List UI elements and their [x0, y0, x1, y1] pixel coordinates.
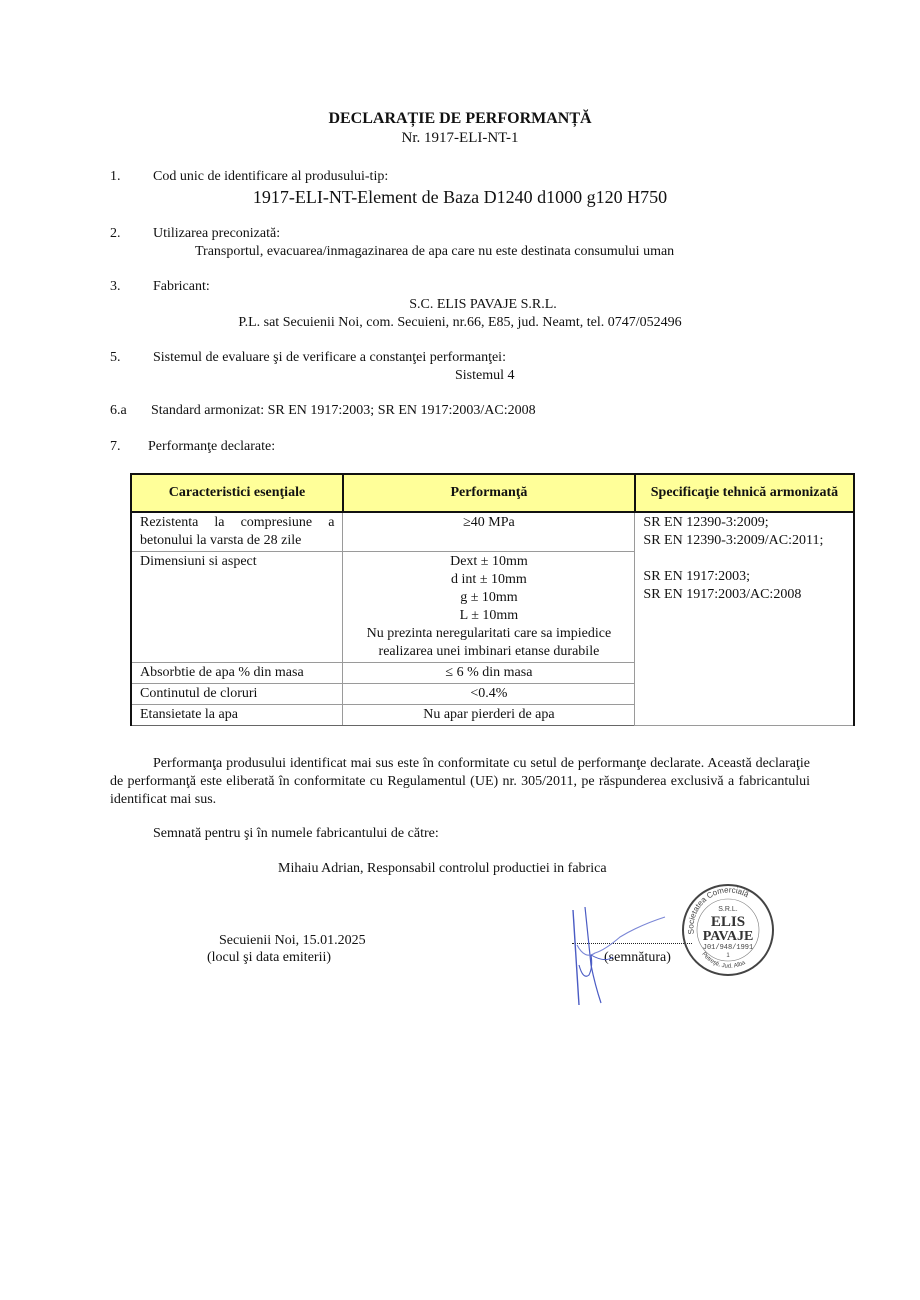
intended-use: Transportul, evacuarea/inmagazinarea de apa care nu este destinata consumului uman — [195, 244, 675, 259]
performance-cell — [343, 512, 635, 552]
stamp-registration: J01/948/1991 — [702, 944, 754, 952]
section-5-number: 5. — [110, 350, 121, 365]
stamp-arc-text: Societatea Comercială — [686, 885, 751, 935]
stamp-index: 1 — [726, 953, 730, 959]
performance-value: ≥40 MPa — [463, 515, 515, 530]
signature-label: (semnătura) — [604, 950, 671, 965]
table-header-row — [131, 474, 854, 512]
section-3-label: Fabricant: — [153, 279, 210, 294]
performance-value: g ± 10mm — [460, 590, 518, 605]
specification-line: SR EN 1917:2003/AC:2008 — [643, 587, 802, 602]
column-header-specification: Specificaţie tehnică armonizată — [635, 474, 854, 512]
performance-cell: Nu apar pierderi de apa — [343, 705, 635, 726]
performance-cell: ≤ 6 % din masa — [343, 663, 635, 684]
stamp-bottom-text: Petreşti, Jud. Alba — [700, 951, 747, 970]
section-1-label: Cod unic de identificare al produsului-tip: — [153, 169, 389, 184]
conformity-text: Performanţa produsului identificat mai sus este în conformitate cu setul de performanţe declarate. Această declaraţie de performanţă este eliberată în conformitate cu Regulamentul (UE) nr. 305/2011, pe răspunderea exclusivă a fabricantului identificat mai sus. — [110, 756, 810, 807]
specification-line: SR EN 12390-3:2009; — [643, 515, 769, 530]
characteristic-cell: Rezistenta la compresiune a betonului la varsta de 28 zile — [131, 512, 343, 552]
conformity-paragraph — [110, 755, 810, 809]
section-7-label: Performanţe declarate: — [148, 439, 276, 454]
performance-table — [130, 473, 855, 726]
manufacturer-address: P.L. sat Secuienii Noi, com. Secuieni, nr.66, E85, jud. Neamt, tel. 0747/052496 — [238, 315, 682, 330]
performance-cell: <0.4% — [343, 684, 635, 705]
place-date-label: (locul şi data emiterii) — [207, 950, 332, 965]
section-6a-number: 6.a — [110, 403, 127, 418]
table-row — [131, 512, 854, 552]
characteristic-cell: Dimensiuni si aspect — [131, 552, 343, 663]
section-2-label: Utilizarea preconizată: — [153, 226, 281, 241]
stamp-elis: ELIS — [710, 914, 746, 930]
signatory-name: Mihaiu Adrian, Responsabil controlul productiei in fabrica — [278, 861, 607, 876]
manufacturer-name: S.C. ELIS PAVAJE S.R.L. — [409, 297, 557, 312]
harmonised-standard: Standard armonizat: SR EN 1917:2003; SR EN 1917:2003/AC:2008 — [151, 403, 536, 418]
characteristic-cell: Absorbtie de apa % din masa — [131, 663, 343, 684]
place-date: Secuienii Noi, 15.01.2025 — [219, 933, 366, 948]
section-1-number: 1. — [110, 169, 121, 184]
specification-line: SR EN 12390-3:2009/AC:2011; — [643, 533, 824, 548]
section-5-label: Sistemul de evaluare şi de verificare a constanţei performanţei: — [153, 350, 506, 365]
handwritten-signature-icon — [565, 905, 675, 1010]
document-title: DECLARAȚIE DE PERFORMANȚĂ — [328, 110, 592, 127]
company-stamp-icon — [680, 882, 776, 978]
performance-value: realizarea unei imbinari etanse durabile — [378, 644, 600, 659]
column-header-characteristics: Caracteristici esenţiale — [131, 474, 343, 512]
stamp-pavaje: PAVAJE — [702, 929, 754, 944]
section-7-number: 7. — [110, 439, 121, 454]
performance-value: d int ± 10mm — [451, 572, 527, 587]
specification-line — [643, 550, 845, 568]
signed-for-label: Semnată pentru şi în numele fabricantului de către: — [153, 826, 439, 841]
performance-cell — [343, 552, 635, 663]
performance-value: Nu prezinta neregularitati care sa impiedice — [366, 626, 612, 641]
section-2-number: 2. — [110, 226, 121, 241]
characteristic-cell: Continutul de cloruri — [131, 684, 343, 705]
specification-line: SR EN 1917:2003; — [643, 569, 750, 584]
performance-value: L ± 10mm — [459, 608, 519, 623]
specification-cell — [635, 512, 854, 726]
evaluation-system: Sistemul 4 — [455, 368, 515, 383]
document-number: Nr. 1917-ELI-NT-1 — [401, 130, 519, 146]
column-header-performance: Performanţă — [343, 474, 635, 512]
section-3-number: 3. — [110, 279, 121, 294]
product-code: 1917-ELI-NT-Element de Baza D1240 d1000 g120 H750 — [252, 187, 668, 207]
stamp-srl: S.R.L. — [718, 906, 738, 913]
performance-value: Dext ± 10mm — [450, 554, 528, 569]
characteristic-cell: Etansietate la apa — [131, 705, 343, 726]
